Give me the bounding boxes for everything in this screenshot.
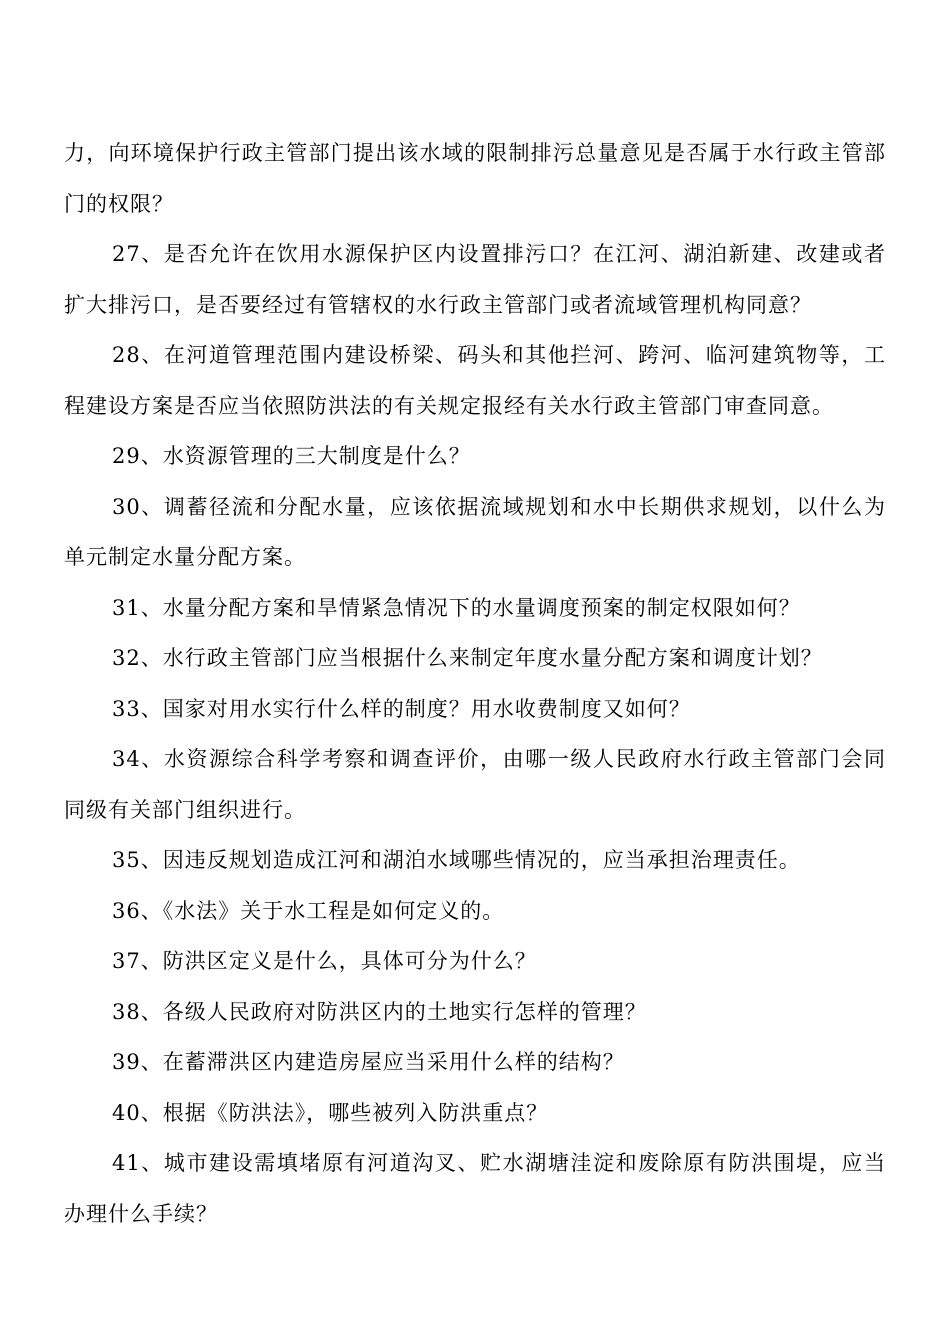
question-27: 27、是否允许在饮用水源保护区内设置排污口？在江河、湖泊新建、改建或者扩大排污口，是否要经过有管辖权的水行政主管部门或者流域管理机构同意？	[64, 242, 886, 317]
question-40: 40、根据《防洪法》，哪些被列入防洪重点？	[112, 1100, 549, 1125]
question-30: 30、调蓄径流和分配水量，应该依据流域规划和水中长期供求规划，以什么为单元制定水量分配方案。	[64, 494, 886, 569]
question-29: 29、水资源管理的三大制度是什么？	[112, 444, 471, 468]
question-41: 41、城市建设需填堵原有河道沟叉、贮水湖塘洼淀和废除原有防洪围堤，应当办理什么手续？	[64, 1151, 886, 1226]
question-32: 32、水行政主管部门应当根据什么来制定年度水量分配方案和调度计划？	[112, 646, 823, 670]
question-31: 31、水量分配方案和旱情紧急情况下的水量调度预案的制定权限如何？	[112, 595, 801, 620]
paragraph-continuation: 力，向环境保护行政主管部门提出该水域的限制排污总量意见是否属于水行政主管部门的权限？	[64, 141, 886, 216]
document-body	[64, 128, 886, 1239]
question-35: 35、因违反规划造成江河和湖泊水域哪些情况的，应当承担治理责任。	[112, 848, 801, 872]
question-33: 33、国家对用水实行什么样的制度？用水收费制度又如何？	[112, 696, 691, 721]
question-28: 28、在河道管理范围内建设桥梁、码头和其他拦河、跨河、临河建筑物等，工程建设方案是否应当依照防洪法的有关规定报经有关水行政主管部门审查同意。	[64, 343, 886, 418]
question-39: 39、在蓄滞洪区内建造房屋应当采用什么样的结构？	[112, 1050, 625, 1074]
question-38: 38、各级人民政府对防洪区内的土地实行怎样的管理？	[112, 999, 647, 1024]
question-36: 36、《水法》关于水工程是如何定义的。	[112, 898, 505, 923]
question-37: 37、防洪区定义是什么，具体可分为什么？	[112, 949, 537, 973]
question-34: 34、水资源综合科学考察和调查评价，由哪一级人民政府水行政主管部门会同同级有关部门组织进行。	[64, 747, 886, 822]
